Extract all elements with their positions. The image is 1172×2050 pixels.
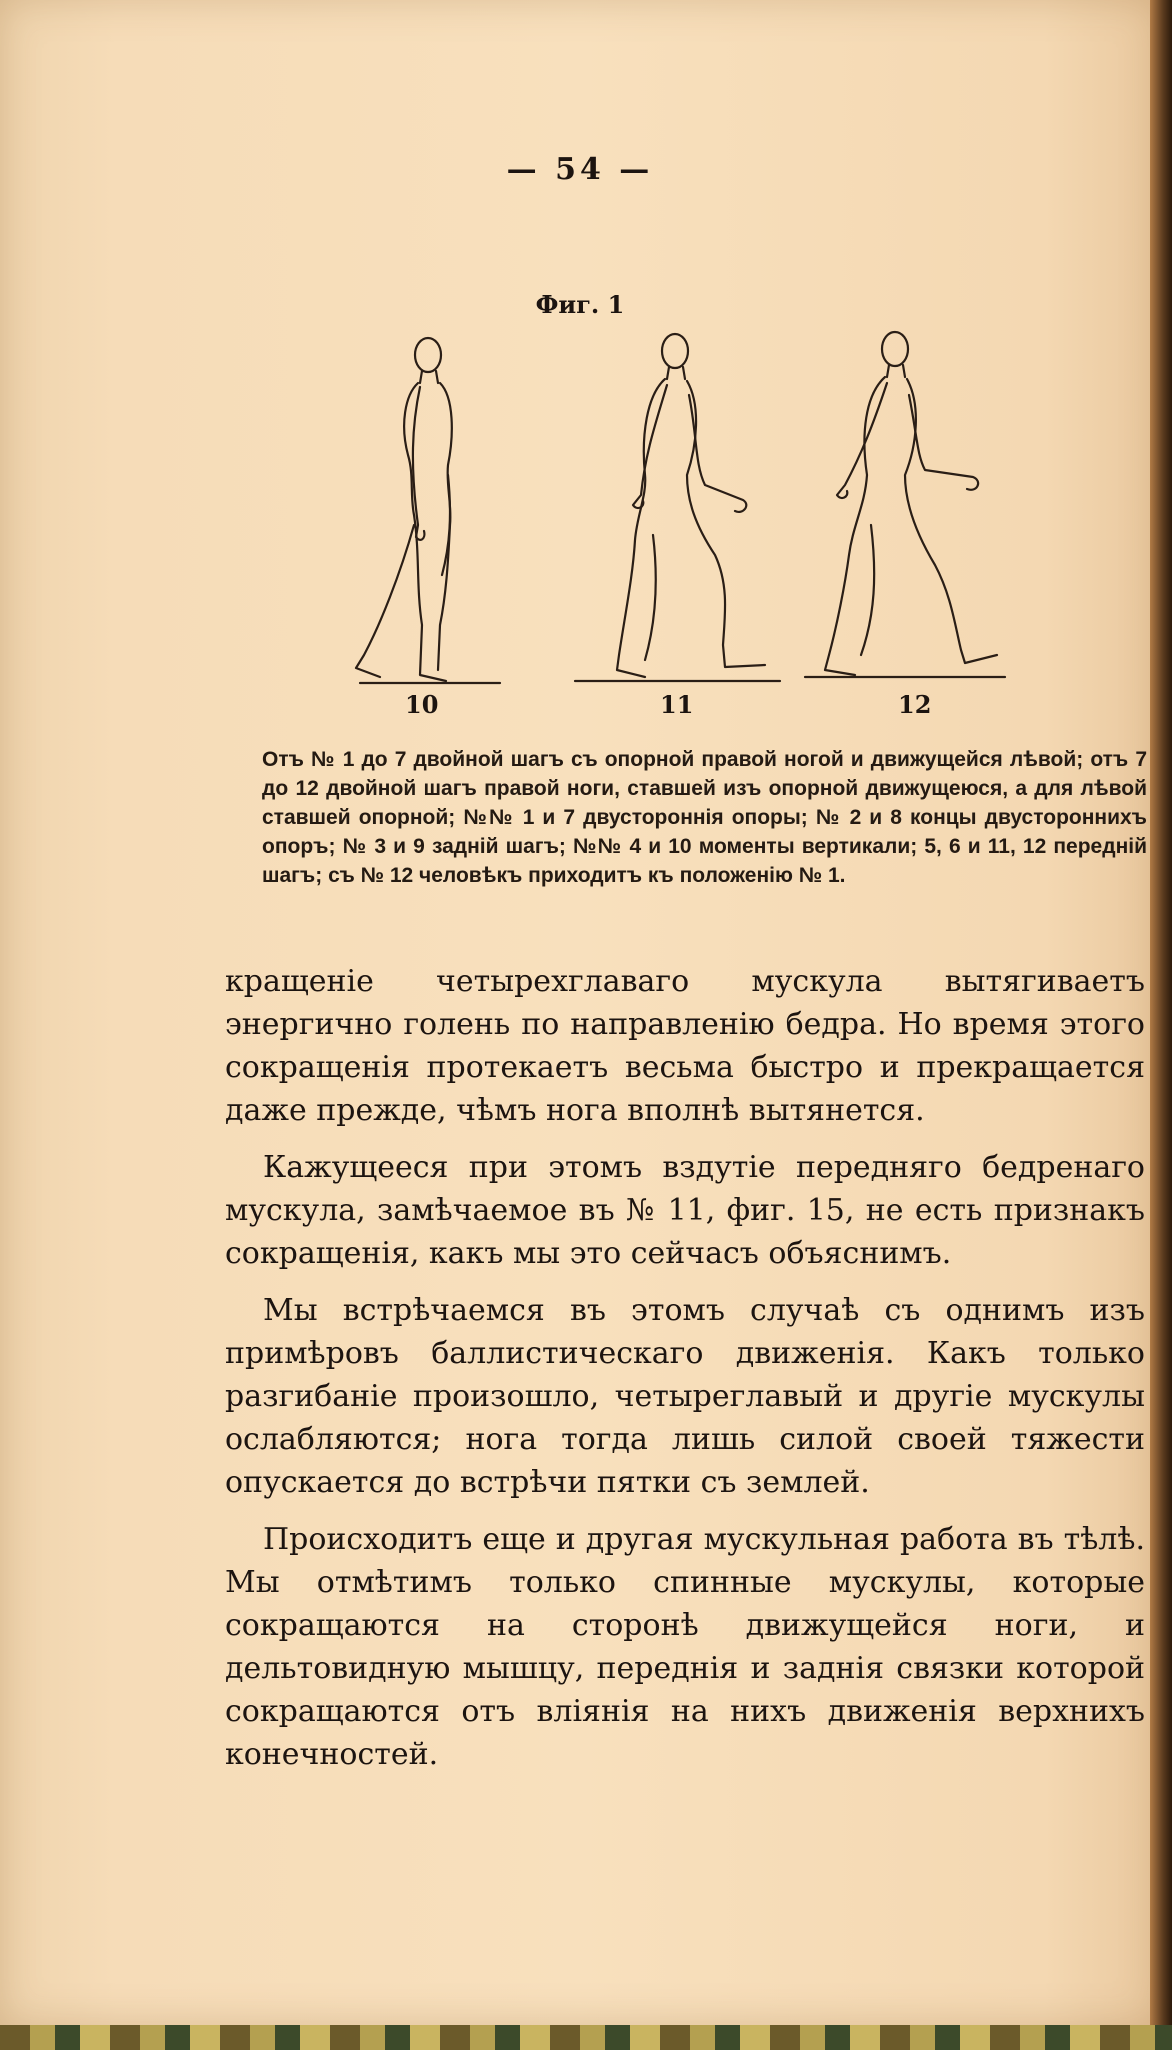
figure-label-11: 11: [660, 690, 694, 719]
figure-title: Фиг. 1: [535, 290, 625, 319]
page-number: — 54 —: [506, 152, 654, 187]
walking-figures-illustration: [350, 325, 1030, 725]
background-strip: [0, 2025, 1172, 2050]
paragraph: Происходитъ еще и другая мускульная работа въ тѣлѣ. Мы отмѣтимъ только спинные мускулы, которые сокращаются на сторонѣ движущейся ноги, и дельтовидную мышцу, переднія и заднія связки которой сокращаются отъ вліянія на нихъ движенія верхнихъ конечностей.: [225, 1522, 1145, 1772]
paragraph: Кажущееся при этомъ вздутіе передняго бедренаго мускула, замѣчаемое въ № 11, фиг. 15, не есть признакъ сокращенія, какъ мы это сейчасъ объяснимъ.: [225, 1150, 1145, 1271]
figure-caption: Отъ № 1 до 7 двойной шагъ съ опорной правой ногой и движущейся лѣвой; отъ 7 до 12 двойной шагъ правой ноги, ставшей изъ опорной движущеюся, а для лѣвой ставшей опорной; №№ 1 и 7 двустороннія опоры; № 2 и 8 концы двустороннихъ опоръ; № 3 и 9 заднiй шагъ; №№ 4 и 10 моменты вертикали; 5, 6 и 11, 12 передній шагъ; съ № 12 человѣкъ приходитъ къ положенію № 1.: [262, 748, 1147, 887]
walking-figure-10: [356, 338, 500, 683]
figure-label-12: 12: [898, 690, 932, 719]
paragraph: Мы встрѣчаемся въ этомъ случаѣ съ однимъ изъ примѣровъ баллистическаго движенія. Какъ только разгибаніе произошло, четыреглавый и другіе мускулы ослабляются; нога тогда лишь силой своей тяжести опускается до встрѣчи пятки съ землей.: [225, 1293, 1145, 1500]
paragraph: кращеніе четырехглаваго мускула вытягиваетъ энергично голень по направленію бедра. Но время этого сокращенія протекаетъ весьма быстро и прекращается даже прежде, чѣмъ нога вполнѣ вытянется.: [225, 964, 1145, 1128]
walking-figure-12: [805, 332, 1005, 677]
figure-label-10: 10: [405, 690, 439, 719]
body-text: [225, 960, 1145, 1790]
walking-figure-11: [575, 334, 780, 681]
